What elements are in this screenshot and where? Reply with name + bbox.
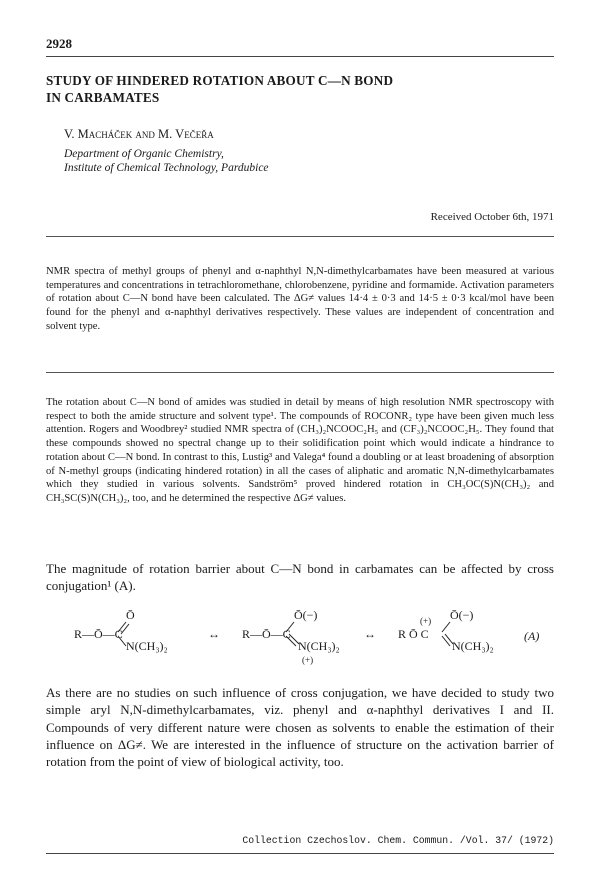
abstract: NMR spectra of methyl groups of phenyl and α-naphthyl N,N-dimethylcarbamates have been measured at various temperatures and concentrations in tetrachloromethane, chlorobenzene, pyridine and formamide. Activation parameters of rotation about C—N bond have been calculated. The ΔG≠ values 14·4 ± 0·3 and 14·5 ± 0·3 kcal/mol have been found for the phenyl and α-naphthyl derivatives respectively. These values are independent of concentration and solvent type. xyxy=(46,266,554,332)
intro-paragraph: The rotation about C—N bond of amides was studied in detail by means of high resolution NMR spectroscopy with respect to both the amide structure and solvent type¹. The compounds of ROCONR₂ type have been given much less attention. Rogers and Woodbrey² studied NMR spectra of (CH₃)₂NCOOC₂H₅ and (CF₃)₂NCOOC₂H₅. They found that these compounds showed no spectral change up to their solidification point which would indicate a hindrance to rotation about C—N bond. In contrast to this, Lustig³ and Valega⁴ found a doubling or at least broadening of absorption of N-methyl groups (indicating hindered rotation) in all the cases of aliphatic and aromatic N,N-dimethylcarbamates which they studied in various solvents. Sandström⁵ proved hindered rotation in CH₃OC(S)N(CH₃)₂ and CH₃SC(S)N(CH₃)₂, too, and he determined the respective ΔG≠ values. xyxy=(46,397,554,504)
scheme-s3-chain: R Ō C xyxy=(398,627,429,641)
scheme-s3-charge: (+) xyxy=(420,616,432,626)
scheme-s1-chain: R—Ō—C xyxy=(74,627,123,641)
affiliation-line-1: Department of Organic Chemistry, xyxy=(64,148,224,160)
affiliation xyxy=(64,147,269,175)
affiliation-line-2: Institute of Chemical Technology, Pardubice xyxy=(64,162,269,174)
abstract-bottom-rule xyxy=(46,372,554,373)
abstract-top-rule xyxy=(46,236,554,237)
header-rule xyxy=(46,56,554,57)
scheme-label: (A) xyxy=(524,629,540,643)
authors: V. Macháček and M. Večeřa xyxy=(64,127,214,141)
scheme-s1-oxygen: Ō xyxy=(126,608,135,622)
scheme-s2-charge: (+) xyxy=(302,655,314,665)
resonance-scheme xyxy=(46,606,554,670)
body-paragraph-2: As there are no studies on such influence of cross conjugation, we have decided to study two simple aryl N,N-dimethylcarbamates, viz. phenyl and α-naphthyl derivatives I and II. Compounds of very different nature were chosen as solvents to enable the estimation of their influence on ΔG≠. We are interested in the influence of structure on the activation barrier of rotation from the point of view of biological activity, too. xyxy=(46,685,554,770)
received-date: Received October 6th, 1971 xyxy=(430,211,554,223)
scheme-arrow-1: ↔ xyxy=(208,627,220,641)
scheme-s2-chain: R—Ō—C xyxy=(242,627,291,641)
scheme-s3-amine: N(CH₃)₂ xyxy=(452,639,494,653)
scheme-s3-oxygen: Ō(−) xyxy=(450,608,474,622)
scheme-s2-oxygen: Ō(−) xyxy=(294,608,318,622)
title-line-2: IN CARBAMATES xyxy=(46,90,160,105)
page-number: 2928 xyxy=(46,36,72,51)
scheme-s2-amine: N(CH₃)₂ xyxy=(298,639,340,653)
title-line-1: STUDY OF HINDERED ROTATION ABOUT C—N BOND xyxy=(46,73,394,88)
journal-footer: Collection Czechoslov. Chem. Commun. /Vol. 37/ (1972) xyxy=(242,835,554,846)
scheme-s1-amine: N(CH₃)₂ xyxy=(126,639,168,653)
body-paragraph-1: The magnitude of rotation barrier about C—N bond in carbamates can be affected by cross conjugation¹ (A). xyxy=(46,561,554,593)
footer-rule xyxy=(46,853,554,854)
scheme-arrow-2: ↔ xyxy=(364,627,376,641)
article-title xyxy=(46,72,554,106)
